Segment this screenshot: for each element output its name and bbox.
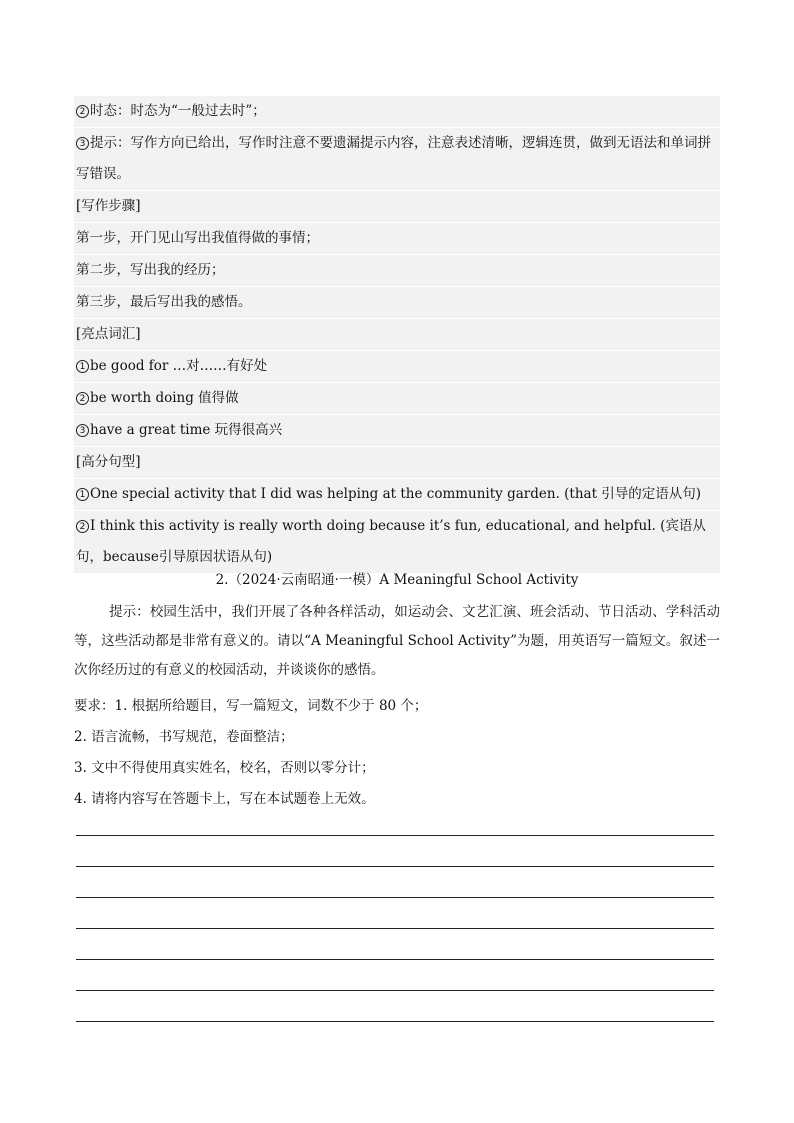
vocab-item: 3 have a great time 玩得很高兴 bbox=[74, 414, 720, 446]
writing-line bbox=[76, 928, 714, 929]
circled-number-icon: 2 bbox=[76, 105, 89, 118]
writing-line bbox=[76, 959, 714, 960]
requirements-list bbox=[74, 691, 720, 815]
writing-line bbox=[76, 1021, 714, 1022]
requirement-item: 4. 请将内容写在答题卡上，写在本试题卷上无效。 bbox=[74, 791, 375, 807]
vocab-heading: [亮点词汇] bbox=[74, 318, 720, 350]
sentence-item: 1 One special activity that I did was helping at the community garden. (that 引导的定语从句) bbox=[74, 478, 720, 510]
writing-line bbox=[76, 835, 714, 836]
circled-number-icon: 3 bbox=[76, 137, 89, 150]
sentence-heading: [高分句型] bbox=[74, 446, 720, 478]
vocab-item: 2 be worth doing 值得做 bbox=[74, 382, 720, 414]
answer-writing-area bbox=[76, 835, 714, 1052]
requirement-item: 要求：1. 根据所给题目，写一篇短文，词数不少于 80 个； bbox=[74, 698, 428, 714]
circled-number-icon: 1 bbox=[76, 488, 89, 501]
steps-heading: [写作步骤] bbox=[74, 190, 720, 222]
circled-number-icon: 2 bbox=[76, 392, 89, 405]
writing-line bbox=[76, 990, 714, 991]
tips-line: 3 提示：写作方向已给出，写作时注意不要遗漏提示内容，注意表述清晰，逻辑连贯，做到无语法和单词拼写错误。 bbox=[74, 127, 720, 190]
answer-analysis-block bbox=[74, 96, 720, 573]
question-prompt: 提示：校园生活中，我们开展了各种各样活动，如运动会、文艺汇演、班会活动、节日活动、学科活动等，这些活动都是非常有意义的。请以“A Meaningful School Activity”为题，用英语写一篇短文。叙述一次你经历过的有意义的校园活动，并谈谈你的感悟。 bbox=[74, 604, 720, 678]
step-2: 第二步，写出我的经历； bbox=[74, 254, 720, 286]
requirement-item: 3. 文中不得使用真实姓名，校名，否则以零分计； bbox=[74, 760, 375, 776]
circled-number-icon: 3 bbox=[76, 424, 89, 437]
question-title: 2.（2024·云南昭通·一模）A Meaningful School Activity bbox=[215, 572, 579, 588]
circled-number-icon: 2 bbox=[76, 520, 89, 533]
circled-number-icon: 1 bbox=[76, 360, 89, 373]
step-1: 第一步，开门见山写出我值得做的事情； bbox=[74, 222, 720, 254]
step-3: 第三步，最后写出我的感悟。 bbox=[74, 286, 720, 318]
vocab-item: 1 be good for …对……有好处 bbox=[74, 350, 720, 382]
writing-line bbox=[76, 897, 714, 898]
tense-line: 2 时态：时态为“一般过去时”； bbox=[74, 96, 720, 127]
writing-line bbox=[76, 866, 714, 867]
requirement-item: 2. 语言流畅，书写规范，卷面整洁； bbox=[74, 729, 294, 745]
sentence-item: 2 I think this activity is really worth doing because it’s fun, educational, and helpful. (宾语从句，because引导原因状语从句) bbox=[74, 510, 720, 573]
